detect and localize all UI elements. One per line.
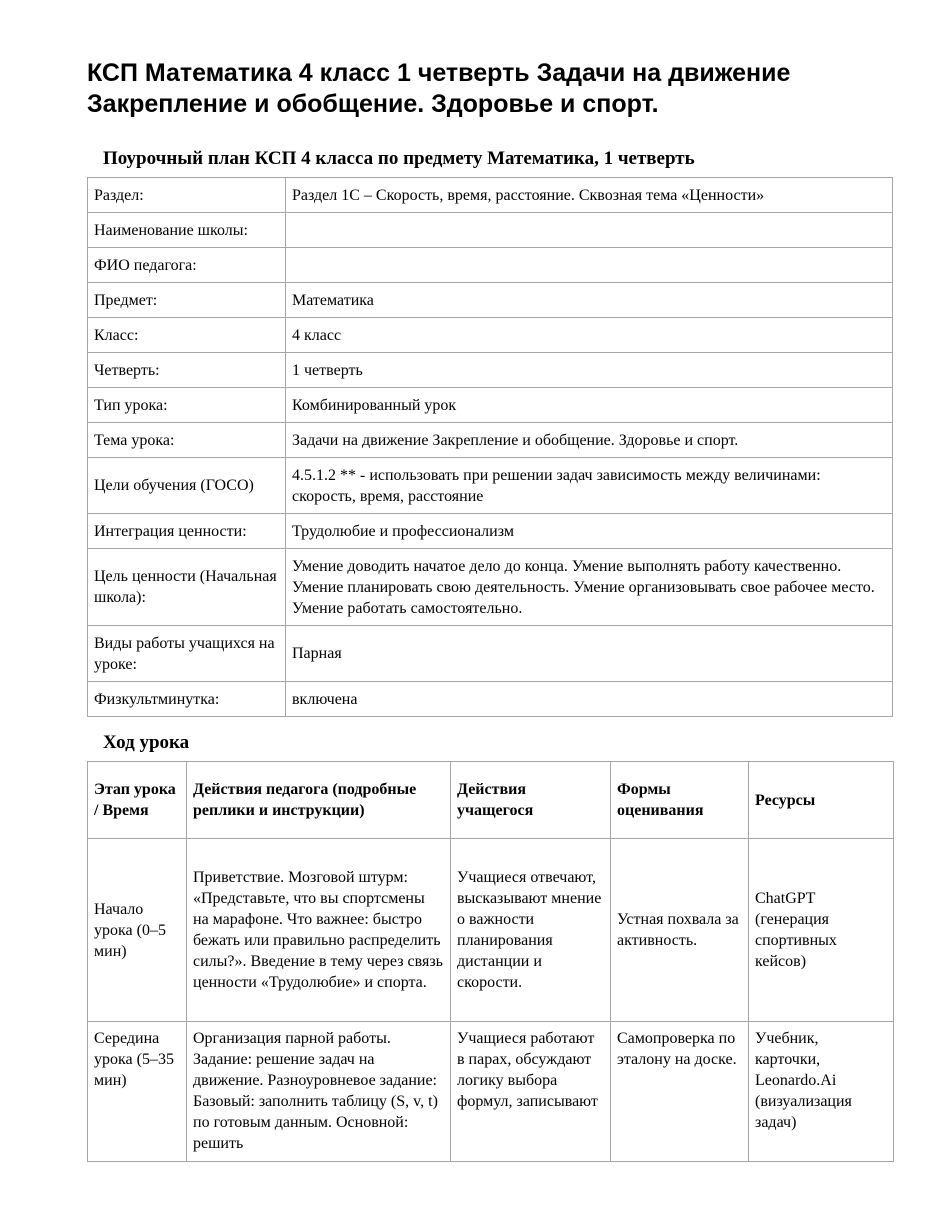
info-key: Предмет: xyxy=(88,283,286,318)
plan-heading: Поурочный план КСП 4 класса по предмету Математика, 1 четверть xyxy=(103,148,695,169)
info-value: Раздел 1С – Скорость, время, расстояние. Сквозная тема «Ценности» xyxy=(286,178,893,213)
column-header-assessment: Формы оценивания xyxy=(611,762,749,839)
info-key: Раздел: xyxy=(88,178,286,213)
table-row xyxy=(88,213,893,248)
info-value: Комбинированный урок xyxy=(286,388,893,423)
info-value: Парная xyxy=(286,626,893,682)
column-header-student: Действия учащегося xyxy=(451,762,611,839)
cell-assessment: Самопроверка по эталону на доске. xyxy=(611,1022,749,1162)
page-title-line-2: Закрепление и обобщение. Здоровье и спорт. xyxy=(87,90,659,118)
cell-student: Учащиеся отвечают, высказывают мнение о важности планирования дистанции и скорости. xyxy=(451,839,611,1022)
page-title xyxy=(87,58,893,120)
cell-stage: Середина урока (5–35 мин) xyxy=(88,1022,187,1162)
table-row xyxy=(88,458,893,514)
info-key: Класс: xyxy=(88,318,286,353)
lesson-info-table xyxy=(87,177,893,717)
table-row xyxy=(88,318,893,353)
column-header-teacher: Действия педагога (подробные реплики и инструкции) xyxy=(187,762,451,839)
table-row xyxy=(88,178,893,213)
table-row xyxy=(88,839,894,1022)
info-key: Цели обучения (ГОСО) xyxy=(88,458,286,514)
table-row xyxy=(88,514,893,549)
page-title-line-1: КСП Математика 4 класс 1 четверть Задачи на движение xyxy=(87,59,791,87)
info-value: Математика xyxy=(286,283,893,318)
table-row xyxy=(88,626,893,682)
document-page xyxy=(87,58,893,1162)
cell-resources: Учебник, карточки, Leonardo.Ai (визуализация задач) xyxy=(749,1022,894,1162)
info-key: ФИО педагога: xyxy=(88,248,286,283)
table-row xyxy=(88,423,893,458)
table-row xyxy=(88,388,893,423)
info-key: Цель ценности (Начальная школа): xyxy=(88,549,286,626)
info-key: Интеграция ценности: xyxy=(88,514,286,549)
info-key: Физкультминутка: xyxy=(88,682,286,717)
cell-resources: ChatGPT (генерация спортивных кейсов) xyxy=(749,839,894,1022)
cell-student: Учащиеся работают в парах, обсуждают логику выбора формул, записывают xyxy=(451,1022,611,1162)
table-row xyxy=(88,549,893,626)
table-row xyxy=(88,1022,894,1162)
cell-teacher: Приветствие. Мозговой штурм: «Представьте, что вы спортсмены на марафоне. Что важнее: быстро бежать или правильно распределить силы?». Введение в тему через связь ценности «Трудолюбие» и спорта. xyxy=(187,839,451,1022)
info-value: 4 класс xyxy=(286,318,893,353)
table-row xyxy=(88,353,893,388)
lesson-course-table xyxy=(87,761,894,1162)
cell-assessment: Устная похвала за активность. xyxy=(611,839,749,1022)
course-heading: Ход урока xyxy=(103,732,190,753)
table-row xyxy=(88,283,893,318)
info-key: Тип урока: xyxy=(88,388,286,423)
info-key: Четверть: xyxy=(88,353,286,388)
info-value: включена xyxy=(286,682,893,717)
info-value xyxy=(286,213,893,248)
info-key: Тема урока: xyxy=(88,423,286,458)
info-value: 1 четверть xyxy=(286,353,893,388)
info-key: Наименование школы: xyxy=(88,213,286,248)
cell-teacher: Организация парной работы. Задание: решение задач на движение. Разноуровневое задание: Базовый: заполнить таблицу (S, v, t) по готовым данным. Основной: решить xyxy=(187,1022,451,1162)
column-header-resources: Ресурсы xyxy=(749,762,894,839)
info-value xyxy=(286,248,893,283)
info-value: Задачи на движение Закрепление и обобщение. Здоровье и спорт. xyxy=(286,423,893,458)
table-row xyxy=(88,682,893,717)
column-header-stage: Этап урока / Время xyxy=(88,762,187,839)
info-value: 4.5.1.2 ** - использовать при решении задач зависимость между величинами: скорость, время, расстояние xyxy=(286,458,893,514)
cell-stage: Начало урока (0–5 мин) xyxy=(88,839,187,1022)
info-value: Трудолюбие и профессионализм xyxy=(286,514,893,549)
info-key: Виды работы учащихся на уроке: xyxy=(88,626,286,682)
table-header-row xyxy=(88,762,894,839)
info-value: Умение доводить начатое дело до конца. Умение выполнять работу качественно. Умение планировать свою деятельность. Умение организовывать свое рабочее место. Умение работать самостоятельно. xyxy=(286,549,893,626)
table-row xyxy=(88,248,893,283)
